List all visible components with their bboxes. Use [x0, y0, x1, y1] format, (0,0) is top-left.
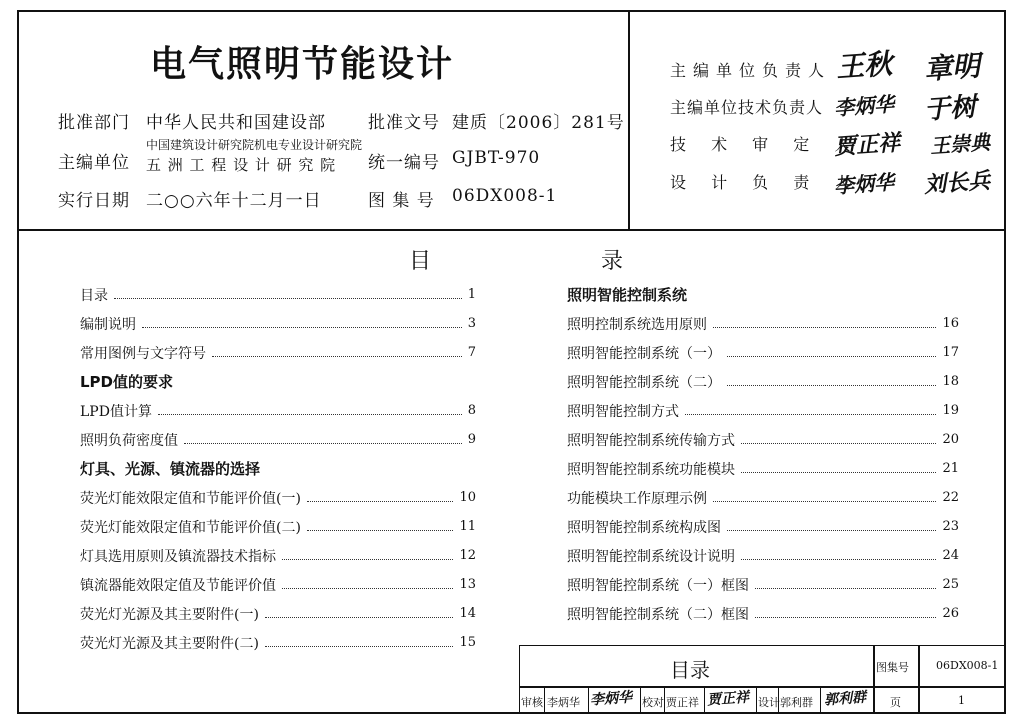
- unified-number-value: GJBT-970: [452, 148, 541, 168]
- leader-dots: [282, 559, 453, 560]
- leader-dots: [713, 501, 936, 502]
- leader-dots: [727, 530, 936, 531]
- toc-item-page: 1: [467, 287, 476, 302]
- resp-label-chief-unit: 主编单位负责人: [670, 61, 832, 80]
- leader-dots: [755, 588, 936, 589]
- toc-item-label: 荧光灯光源及其主要附件(一): [80, 606, 259, 623]
- toc-item-page: 11: [459, 519, 476, 534]
- toc-section-label: 照明智能控制系统: [567, 286, 688, 304]
- signature-design-lead-2: 刘长兵: [923, 167, 991, 199]
- chief-editor-label: 主编单位: [58, 153, 130, 173]
- leader-dots: [114, 298, 462, 299]
- check-signature: 贾正祥: [706, 689, 750, 709]
- signature-tech-review-1: 贾正祥: [833, 129, 901, 161]
- page-label: 页: [890, 696, 901, 709]
- toc-item-label: 照明智能控制系统传输方式: [567, 432, 735, 449]
- toc-item-label: 功能模块工作原理示例: [567, 490, 707, 507]
- toc-item-label: 照明智能控制方式: [567, 403, 679, 420]
- approval-dept-value: 中华人民共和国建设部: [146, 113, 326, 133]
- header-bottom-rule: [17, 229, 1006, 231]
- leader-dots: [741, 559, 936, 560]
- atlas-value: 06DX008-1: [936, 659, 999, 672]
- toc-item-page: 25: [942, 577, 959, 592]
- toc-item-page: 12: [459, 548, 476, 563]
- title-block-col-rule: [873, 645, 875, 714]
- tb-sep: [544, 686, 545, 714]
- toc-item-label: 荧光灯光源及其主要附件(二): [80, 635, 259, 652]
- signature-tech-lead-1: 李炳华: [833, 91, 895, 121]
- toc-item[interactable]: [80, 483, 476, 512]
- toc-section-label: LPD值的要求: [80, 373, 174, 391]
- toc-item-label: 照明智能控制系统设计说明: [567, 548, 735, 565]
- toc-item[interactable]: [80, 628, 476, 657]
- toc-item-page: 10: [459, 490, 476, 505]
- resp-label-tech-lead: 主编单位技术负责人: [670, 98, 824, 117]
- title-block-mid-rule: [519, 686, 1006, 688]
- toc-item-page: 13: [459, 577, 476, 592]
- page-value: 1: [958, 694, 965, 707]
- toc-item[interactable]: [567, 338, 959, 367]
- toc-item[interactable]: [80, 512, 476, 541]
- approval-dept-label: 批准部门: [58, 113, 130, 133]
- toc-section-heading: [80, 454, 476, 483]
- toc-item[interactable]: [80, 396, 476, 425]
- leader-dots: [685, 414, 936, 415]
- toc-heading-left: 目: [409, 249, 432, 274]
- toc-item-page: 9: [467, 432, 476, 447]
- leader-dots: [282, 588, 453, 589]
- leader-dots: [727, 356, 936, 357]
- toc-item-label: 荧光灯能效限定值和节能评价值(二): [80, 519, 301, 536]
- leader-dots: [741, 443, 936, 444]
- toc-item-label: 照明智能控制系统（二）: [567, 374, 721, 391]
- design-name: 郭利群: [780, 696, 813, 709]
- title-block-col-rule: [918, 645, 920, 714]
- toc-item[interactable]: [80, 541, 476, 570]
- toc-item[interactable]: [567, 512, 959, 541]
- leader-dots: [307, 501, 454, 502]
- toc-heading-right: 录: [601, 249, 624, 274]
- toc-item[interactable]: [567, 599, 959, 628]
- leader-dots: [184, 443, 462, 444]
- header-divider: [628, 10, 630, 230]
- toc-item-label: 荧光灯能效限定值和节能评价值(一): [80, 490, 301, 507]
- toc-item[interactable]: [80, 280, 476, 309]
- review-signature: 李炳华: [589, 689, 633, 709]
- toc-item-label: 照明智能控制系统功能模块: [567, 461, 735, 478]
- toc-item-page: 3: [467, 316, 476, 331]
- toc-section-heading: [80, 367, 476, 396]
- resp-label-design-lead: 设 计 负 责 人: [670, 173, 861, 192]
- title-block-name: 目录: [670, 658, 710, 682]
- toc-item[interactable]: [567, 309, 959, 338]
- toc-item[interactable]: [80, 570, 476, 599]
- toc-item[interactable]: [567, 396, 959, 425]
- toc-item-label: 镇流器能效限定值及节能评价值: [80, 577, 276, 594]
- signature-chief-unit-2: 章明: [923, 49, 982, 86]
- leader-dots: [727, 385, 936, 386]
- toc-item-page: 24: [942, 548, 959, 563]
- leader-dots: [158, 414, 462, 415]
- toc-left-column: [80, 280, 476, 657]
- tb-sep: [704, 686, 705, 714]
- toc-item-page: 7: [467, 345, 476, 360]
- signature-tech-review-2: 王崇典: [929, 129, 991, 159]
- check-name: 贾正祥: [666, 696, 699, 709]
- review-name: 李炳华: [547, 696, 580, 709]
- toc-item[interactable]: [80, 599, 476, 628]
- toc-item-label: 目录: [80, 287, 108, 304]
- toc-item-label: 编制说明: [80, 316, 136, 333]
- atlas-number-label: 图 集 号: [368, 191, 435, 211]
- atlas-label: 图集号: [876, 661, 909, 674]
- toc-item-page: 26: [942, 606, 959, 621]
- approval-number-label: 批准文号: [368, 113, 440, 133]
- leader-dots: [265, 646, 454, 647]
- toc-item[interactable]: [80, 309, 476, 338]
- design-signature: 郭利群: [823, 689, 867, 709]
- toc-item[interactable]: [567, 367, 959, 396]
- tb-sep: [664, 686, 665, 714]
- toc-item-label: 照明负荷密度值: [80, 432, 178, 449]
- toc-item-label: 照明智能控制系统（一）: [567, 345, 721, 362]
- document-title: 电气照明节能设计: [150, 44, 455, 85]
- toc-item-page: 21: [942, 461, 959, 476]
- toc-item-label: LPD值计算: [80, 403, 152, 420]
- leader-dots: [307, 530, 454, 531]
- check-label: 校对: [642, 696, 664, 709]
- toc-item[interactable]: [567, 541, 959, 570]
- leader-dots: [142, 327, 462, 328]
- toc-item-page: 17: [942, 345, 959, 360]
- toc-right-column: [567, 280, 959, 628]
- leader-dots: [265, 617, 454, 618]
- leader-dots: [713, 327, 936, 328]
- review-label: 审核: [521, 696, 543, 709]
- unified-number-label: 统一编号: [368, 153, 440, 173]
- signature-tech-lead-2: 于树: [923, 92, 978, 126]
- leader-dots: [212, 356, 462, 357]
- leader-dots: [755, 617, 936, 618]
- signature-chief-unit-1: 王秋: [835, 47, 894, 84]
- toc-item[interactable]: [567, 483, 959, 512]
- toc-item[interactable]: [567, 425, 959, 454]
- toc-item-page: 19: [942, 403, 959, 418]
- toc-item-page: 18: [942, 374, 959, 389]
- toc-item-page: 23: [942, 519, 959, 534]
- toc-section-label: 灯具、光源、镇流器的选择: [80, 460, 261, 478]
- toc-item-label: 灯具选用原则及镇流器技术指标: [80, 548, 276, 565]
- design-label: 设计: [758, 696, 780, 709]
- tb-sep: [640, 686, 641, 714]
- chief-editor-value-1: 中国建筑设计研究院机电专业设计研究院: [146, 138, 363, 152]
- toc-item[interactable]: [567, 570, 959, 599]
- toc-item-label: 照明智能控制系统（一）框图: [567, 577, 749, 594]
- toc-item-page: 22: [942, 490, 959, 505]
- toc-item-page: 15: [459, 635, 476, 650]
- resp-label-tech-review: 技 术 审 定 人: [670, 135, 861, 154]
- toc-item-page: 8: [467, 403, 476, 418]
- toc-item-page: 14: [459, 606, 476, 621]
- leader-dots: [741, 472, 936, 473]
- toc-item[interactable]: [567, 454, 959, 483]
- tb-sep: [820, 686, 821, 714]
- effective-date-label: 实行日期: [58, 191, 130, 211]
- approval-number-value: 建质〔2006〕281号: [452, 113, 625, 133]
- toc-item-label: 照明智能控制系统构成图: [567, 519, 721, 536]
- signature-design-lead-1: 李炳华: [833, 169, 895, 199]
- toc-item-page: 20: [942, 432, 959, 447]
- atlas-number-value: 06DX008-1: [452, 186, 558, 206]
- toc-item-label: 照明智能控制系统（二）框图: [567, 606, 749, 623]
- toc-item-label: 照明控制系统选用原则: [567, 316, 707, 333]
- tb-sep: [756, 686, 757, 714]
- toc-item-label: 常用图例与文字符号: [80, 345, 206, 362]
- chief-editor-value-2: 五 洲 工 程 设 计 研 究 院: [146, 156, 337, 174]
- toc-item-page: 16: [942, 316, 959, 331]
- effective-date-value: 二○○六年十二月一日: [146, 191, 322, 211]
- toc-item[interactable]: [80, 425, 476, 454]
- toc-section-heading: [567, 280, 959, 309]
- toc-item[interactable]: [80, 338, 476, 367]
